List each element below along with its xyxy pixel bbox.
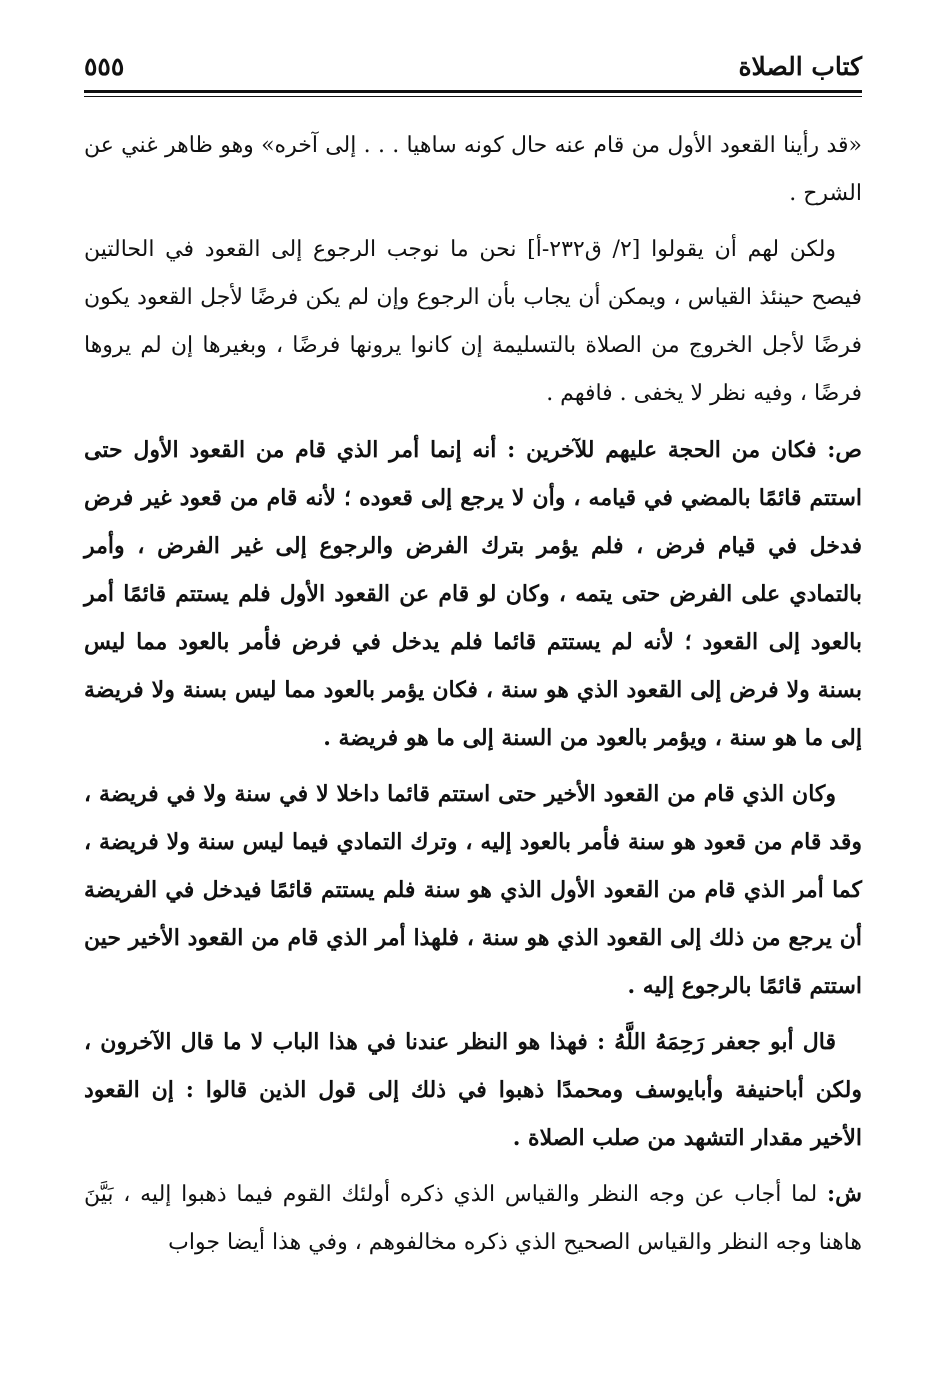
- matn-marker: ص:: [827, 437, 862, 463]
- sharh-marker: ش:: [827, 1181, 862, 1207]
- header-rule-thick: [84, 90, 862, 93]
- paragraph-matn-continued: [84, 770, 862, 1010]
- page-number: ٥٥٥: [84, 52, 125, 81]
- page-header: [84, 0, 862, 92]
- header-rule-thin: [84, 96, 862, 97]
- paragraph-text: لما أجاب عن وجه النظر والقياس الذي ذكره أولئك القوم فيما ذهبوا إليه ، بَيَّنَ هاهنا وجه النظر والقياس الصحيح الذي ذكره مخالفوهم ، وفي هذا أيضا جواب: [84, 1182, 862, 1255]
- paragraph-text: وكان الذي قام من القعود الأخير حتى استتم قائما داخلا لا في سنة ولا في فريضة ، وقد قام من قعود هو سنة فأمر بالعود إليه ، وترك التمادي فيما ليس سنة ولا فريضة ، كما أمر الذي قام من القعود الأول الذي هو سنة فلم يستتم قائمًا فيدخل في الفريضة أن يرجع من ذلك إلى القعود الذي هو سنة ، فلهذا أمر الذي قام من القعود الأخير حين استتم قائمًا بالرجوع إليه .: [84, 781, 862, 999]
- paragraph-continuation: [84, 122, 862, 218]
- paragraph-text: «قد رأينا القعود الأول من قام عنه حال كونه ساهيا . . . إلى آخره» وهو ظاهر غني عن الشرح .: [84, 133, 862, 206]
- paragraph-matn: [84, 426, 862, 762]
- paragraph-commentary: [84, 226, 862, 418]
- book-title: كتاب الصلاة: [738, 52, 862, 81]
- paragraph-text: قال أبو جعفر رَحِمَهُ اللَّهُ : فهذا هو النظر عندنا في هذا الباب لا ما قال الآخرون ، ولكن أباحنيفة وأبايوسف ومحمدًا ذهبوا في ذلك إلى قول الذين قالوا : إن القعود الأخير مقدار التشهد من صلب الصلاة .: [84, 1029, 862, 1151]
- paragraph-sharh: [84, 1170, 862, 1267]
- paragraph-text: ولكن لهم أن يقولوا [٢/ ق٢٣٢-أ] نحن ما نوجب الرجوع إلى القعود في الحالتين فيصح حينئذ القياس ، ويمكن أن يجاب بأن الرجوع وإن لم يكن فرضًا لأجل القعود يكون فرضًا لأجل الخروج من الصلاة بالتسليمة إن كانوا يرونها فرضًا ، وبغيرها إن لم يروها فرضًا ، وفيه نظر لا يخفى . فافهم .: [84, 237, 862, 406]
- paragraph-abu-jafar: [84, 1018, 862, 1162]
- paragraph-text: فكان من الحجة عليهم للآخرين : أنه إنما أمر الذي قام من القعود الأول حتى استتم قائمًا بالمضي في قيامه ، وأن لا يرجع إلى قعوده ؛ لأنه قام من قعود غير فرض فدخل في قيام فرض ، فلم يؤمر بترك الفرض والرجوع إلى غير الفرض ، وأمر بالتمادي على الفرض حتى يتمه ، وكان لو قام عن القعود الأول فلم يستتم قائمًا أمر بالعود إلى القعود ؛ لأنه لم يستتم قائما فلم يدخل في فرض فأمر بالعود مما ليس بسنة ولا فرض إلى القعود الذي هو سنة ، فكان يؤمر بالعود مما ليس بسنة ولا فريضة إلى ما هو سنة ، ويؤمر بالعود من السنة إلى ما هو فريضة .: [84, 437, 862, 751]
- page-body: [84, 92, 862, 1267]
